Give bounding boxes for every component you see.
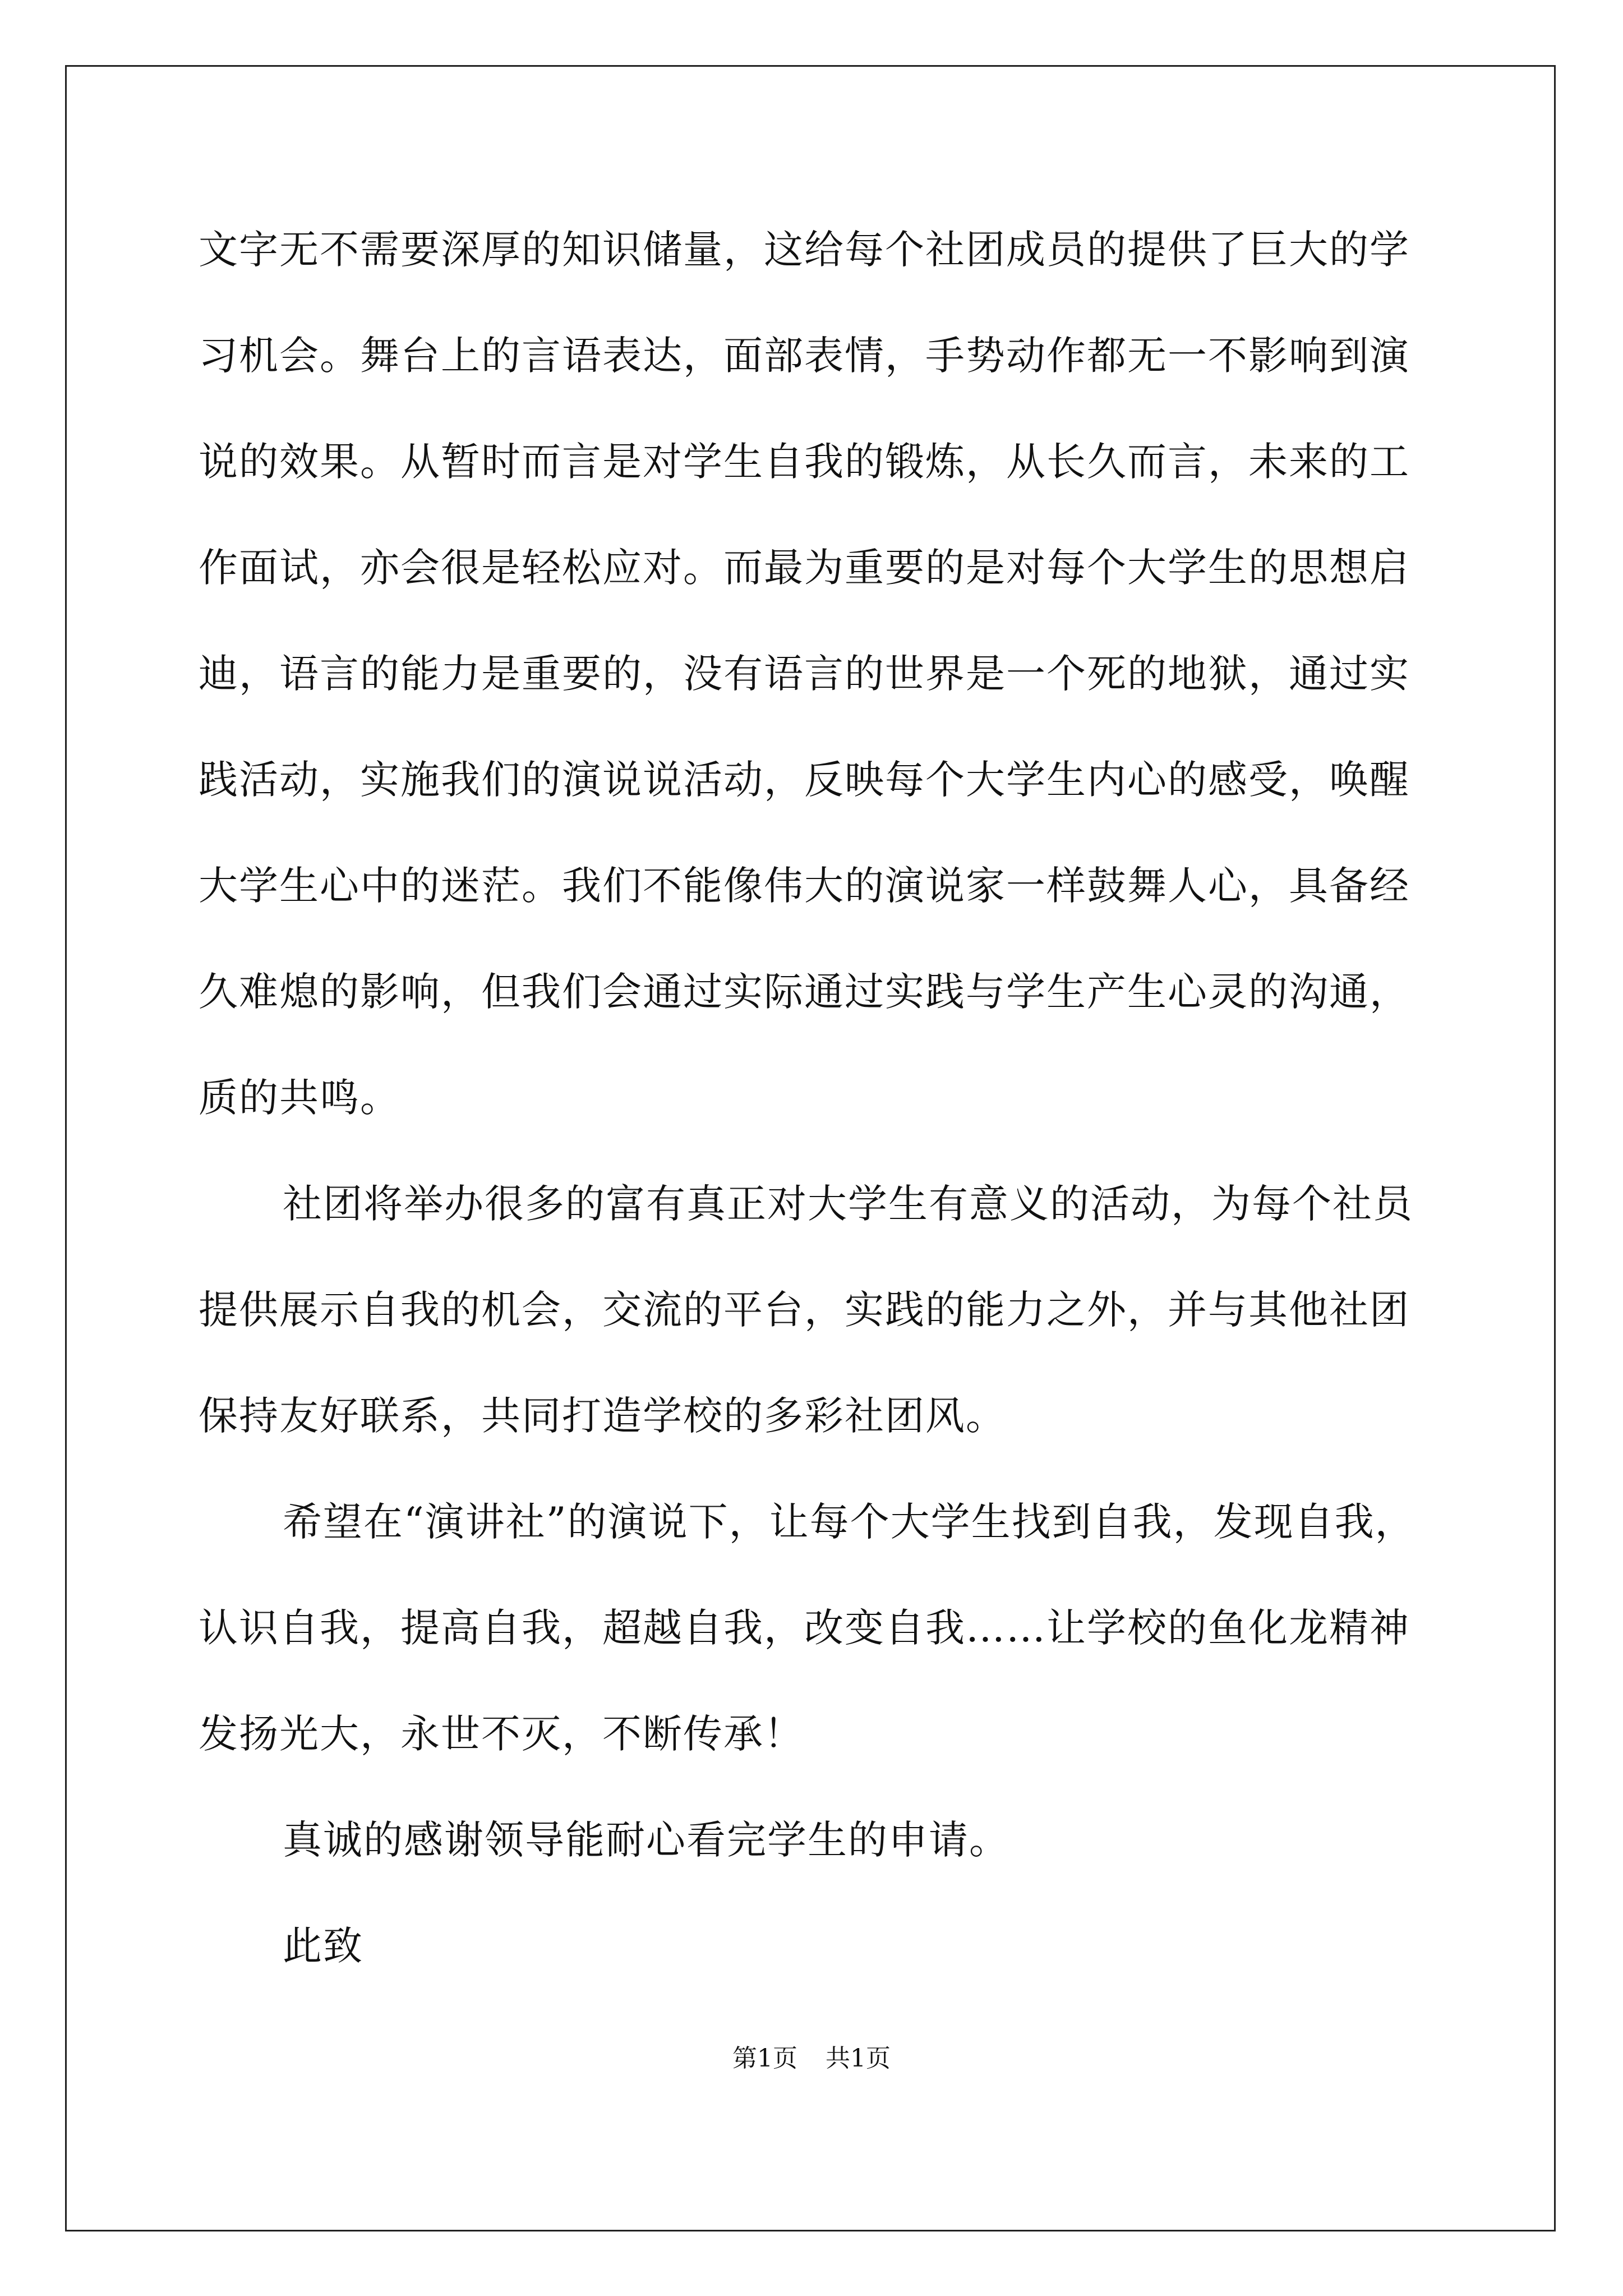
text-line: 说的效果。从暂时而言是对学生自我的锻炼，从长久而言，未来的工 xyxy=(199,439,1410,485)
paragraph-start-line: 希望在“演讲社”的演说下，让每个大学生找到自我，发现自我， xyxy=(283,1499,1415,1545)
paragraph-start-line: 社团将举办很多的富有真正对大学生有意义的活动，为每个社员 xyxy=(283,1181,1413,1227)
page-number-total: 共1页 xyxy=(826,2044,891,2073)
text-line: 发扬光大，永世不灭，不断传承！ xyxy=(199,1711,804,1757)
closing-salutation: 此致 xyxy=(283,1923,363,1969)
text-line: 认识自我，提高自我，超越自我，改变自我……让学校的鱼化龙精神 xyxy=(199,1605,1410,1651)
page-number-current: 第1页 xyxy=(732,2044,797,2073)
text-line: 践活动，实施我们的演说说活动，反映每个大学生内心的感受，唤醒 xyxy=(199,757,1410,803)
text-line: 作面试，亦会很是轻松应对。而最为重要的是对每个大学生的思想启 xyxy=(199,545,1410,591)
text-line: 保持友好联系，共同打造学校的多彩社团风。 xyxy=(199,1393,1006,1439)
document-body xyxy=(199,213,1438,2016)
text-line: 习机会。舞台上的言语表达，面部表情，手势动作都无一不影响到演 xyxy=(199,333,1410,379)
text-line: 久难熄的影响，但我们会通过实际通过实践与学生产生心灵的沟通， xyxy=(199,969,1410,1015)
text-line: 质的共鸣。 xyxy=(199,1075,400,1121)
page-footer xyxy=(0,2042,1623,2076)
text-line: 大学生心中的迷茫。我们不能像伟大的演说家一样鼓舞人心，具备经 xyxy=(199,863,1410,909)
text-line: 迪，语言的能力是重要的，没有语言的世界是一个死的地狱，通过实 xyxy=(199,651,1410,697)
text-line: 文字无不需要深厚的知识储量，这给每个社团成员的提供了巨大的学 xyxy=(199,227,1410,273)
paragraph-start-line: 真诚的感谢领导能耐心看完学生的申请。 xyxy=(283,1817,1009,1863)
text-line: 提供展示自我的机会，交流的平台，实践的能力之外，并与其他社团 xyxy=(199,1287,1410,1333)
